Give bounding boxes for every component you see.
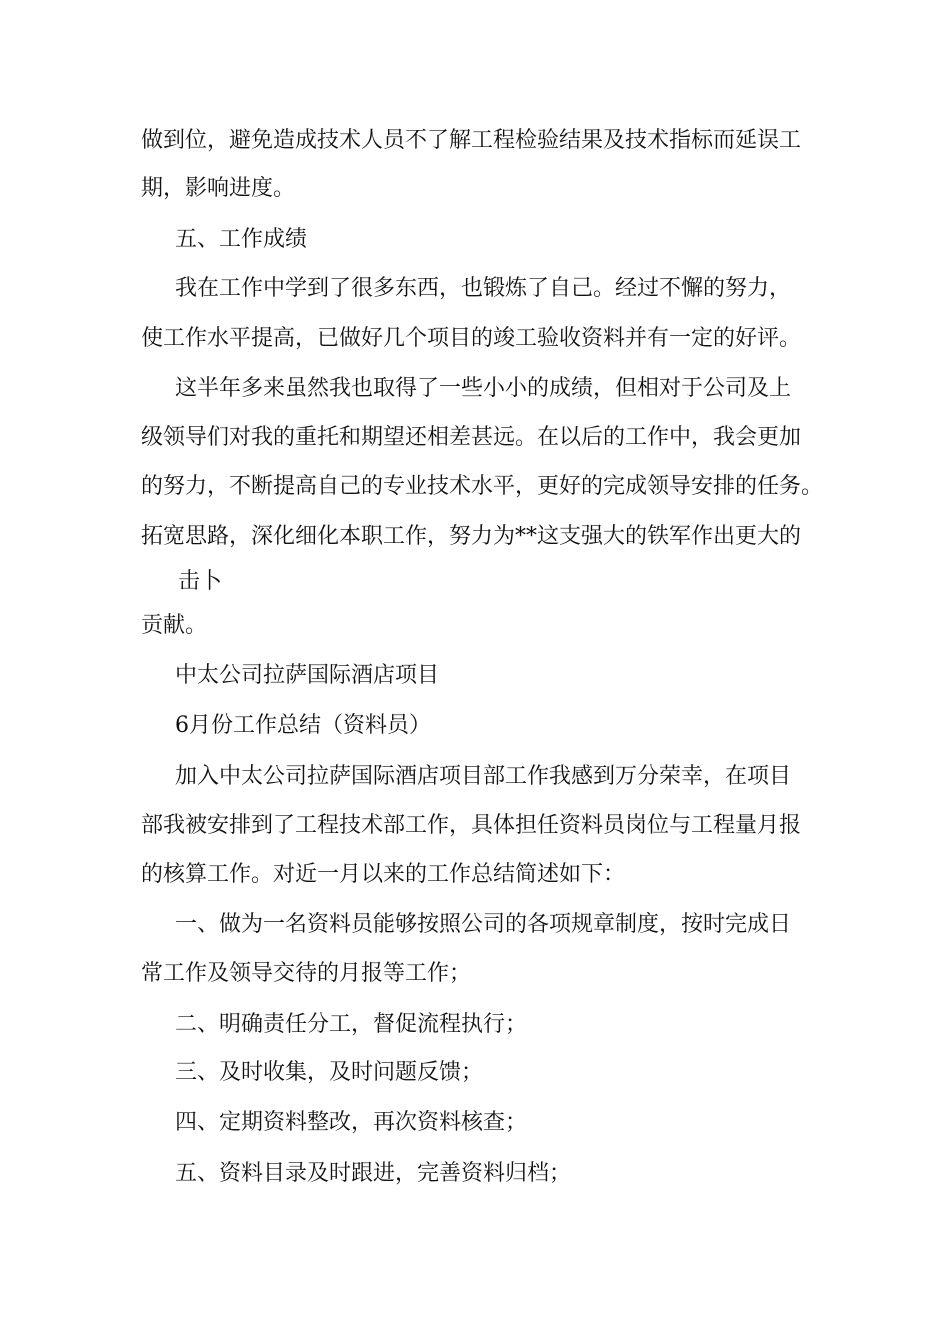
text-line: 期，影响进度。 <box>141 176 296 201</box>
text-line: 贡献。 <box>141 613 208 638</box>
text-line: 做到位，避免造成技术人员不了解工程检验结果及技术指标而延误工 <box>141 128 802 153</box>
stray-text: 击卜 <box>178 569 223 594</box>
list-item: 五、资料目录及时跟进，完善资料归档； <box>175 1161 572 1186</box>
text-line: 加入中太公司拉萨国际酒店项目部工作我感到万分荣幸，在项目 <box>175 764 792 789</box>
list-item: 二、明确责任分工，督促流程执行； <box>175 1012 528 1037</box>
text-line: 的核算工作。对近一月以来的工作总结简述如下： <box>141 862 626 887</box>
document-subtitle: 6月份工作总结（资料员） <box>175 713 431 738</box>
text-line: 我在工作中学到了很多东西，也锻炼了自己。经过不懈的努力， <box>175 276 792 301</box>
section-heading: 五、工作成绩 <box>175 227 308 252</box>
text-line: 常工作及领导交待的月报等工作； <box>141 961 472 986</box>
text-line: 级领导们对我的重托和期望还相差甚远。在以后的工作中，我会更加 <box>141 425 802 450</box>
text-line: 这半年多来虽然我也取得了一些小小的成绩，但相对于公司及上 <box>175 376 792 401</box>
text-line: 部我被安排到了工程技术部工作，具体担任资料员岗位与工程量月报 <box>141 813 802 838</box>
text-line: 使工作水平提高，已做好几个项目的竣工验收资料并有一定的好评。 <box>141 326 802 351</box>
list-item: 四、定期资料整改，再次资料核查； <box>175 1110 528 1135</box>
document-title: 中太公司拉萨国际酒店项目 <box>175 663 440 688</box>
text-line: 的努力，不断提高自己的专业技术水平，更好的完成领导安排的任务。 <box>141 474 824 499</box>
list-item: 一、做为一名资料员能够按照公司的各项规章制度，按时完成日 <box>175 912 792 937</box>
list-item: 三、及时收集，及时问题反馈； <box>175 1060 484 1085</box>
text-line: 拓宽思路，深化细化本职工作，努力为**这支强大的铁军作出更大的 <box>141 524 802 549</box>
